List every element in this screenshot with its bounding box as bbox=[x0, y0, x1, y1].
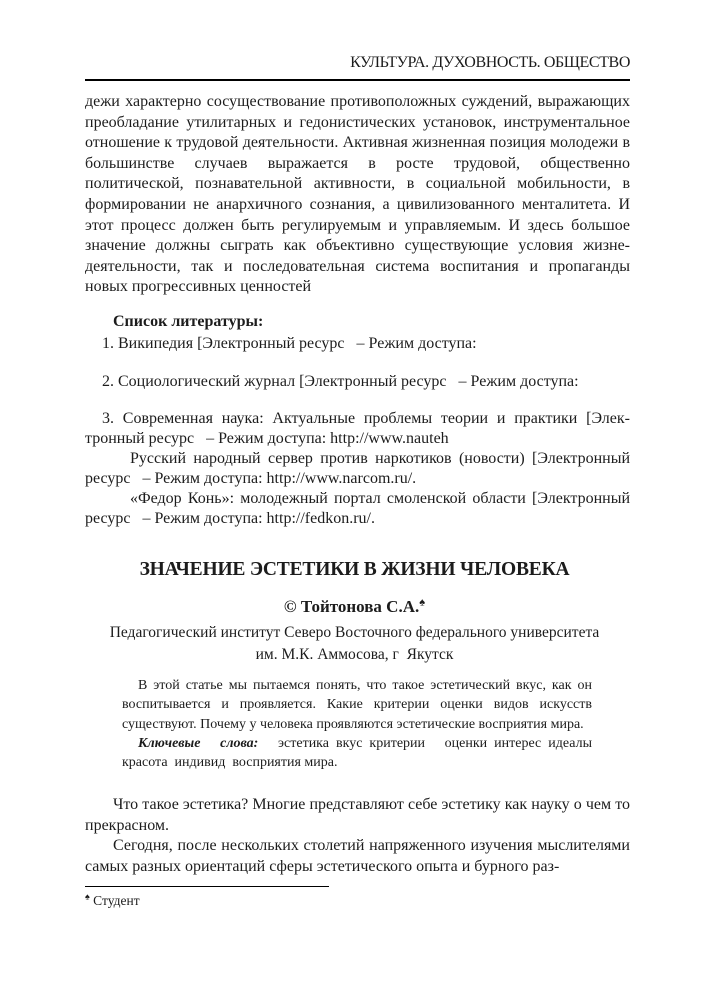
body-paragraph-1: Что такое эстетика? Многие представляют себе эстетику как науку о чем то прекрасном. bbox=[85, 796, 630, 834]
reference-item-3: 3. Современная наука: Актуальные проблемы теории и практики [Электронный ресурс – Режим доступа: http://www.nauteh bbox=[85, 410, 630, 448]
author-name: © Тойтонова С.А. bbox=[283, 597, 420, 616]
continuation-paragraph: дежи характерно сосуществование противоположных суждений, выражающих преобладание утилитарных и гедонистических установок, инструментальное отношение к трудовой деятельности. Активная жизненная позиция молодежи в большинстве случаев выражается в росте трудовой, общественно политической, познавательной активности, в социальной мобильности, в формировании не анархичного сознания, а цивилизованного менталитета. И этот процесс должен быть регулируемым и управляемым. И здесь большое значение должны сыграть как объективно существующие условия жизнедеятельности, так и последовательная система воспитания и пропаганды новых прогрессивных ценностей bbox=[85, 93, 630, 296]
affiliation-line-2: им. М.К. Аммосова, г Якутск bbox=[255, 645, 454, 663]
running-header: КУЛЬТУРА. ДУХОВНОСТЬ. ОБЩЕСТВО bbox=[350, 54, 630, 71]
footnote-text: Студент bbox=[93, 893, 140, 908]
body-paragraph-2: Сегодня, после нескольких столетий напряженного изучения мыслителями самых разных ориентаций сферы эстетического опыта и бурного раз- bbox=[85, 837, 630, 875]
keywords-text: эстетика вкус критерии оценки интерес идеалы красота индивид восприятия мира. bbox=[122, 735, 592, 771]
reference-item-4: Русский народный сервер против наркотиков (новости) [Электронный ресурс – Режим доступа: http://www.narcom.ru/. bbox=[85, 450, 630, 488]
affiliation bbox=[0, 622, 709, 665]
abstract-block bbox=[122, 676, 592, 772]
article-author bbox=[0, 597, 709, 617]
author-footnote-marker-icon: ♠ bbox=[419, 596, 426, 609]
footnote-rule bbox=[85, 886, 329, 887]
article-title: ЗНАЧЕНИЕ ЭСТЕТИКИ В ЖИЗНИ ЧЕЛОВЕКА bbox=[139, 559, 570, 580]
abstract-text: В этой статье мы пытаемся понять, что такое эстетический вкус, как он воспитывается и проявляется. Какие критерии оценки видов искусств существуют. Почему у человека проявляются эстетические восприятия мира. bbox=[122, 678, 592, 732]
reference-item-2: 2. Социологический журнал [Электронный ресурс – Режим доступа: bbox=[102, 373, 579, 390]
footnote-marker-icon: ♠ bbox=[85, 891, 90, 902]
footnote bbox=[85, 893, 630, 909]
keywords-label: Ключевые слова: bbox=[138, 735, 259, 751]
reference-item-1: 1. Википедия [Электронный ресурс – Режим доступа: bbox=[102, 335, 477, 352]
affiliation-line-1: Педагогический институт Северо Восточного федерального университета bbox=[109, 624, 600, 641]
references-heading: Список литературы: bbox=[113, 313, 264, 330]
keywords-paragraph bbox=[122, 734, 592, 773]
header-rule bbox=[85, 79, 630, 81]
reference-item-5: «Федор Конь»: молодежный портал смоленской области [Электронный ресурс – Режим доступа: http://fedkon.ru/. bbox=[85, 490, 630, 528]
